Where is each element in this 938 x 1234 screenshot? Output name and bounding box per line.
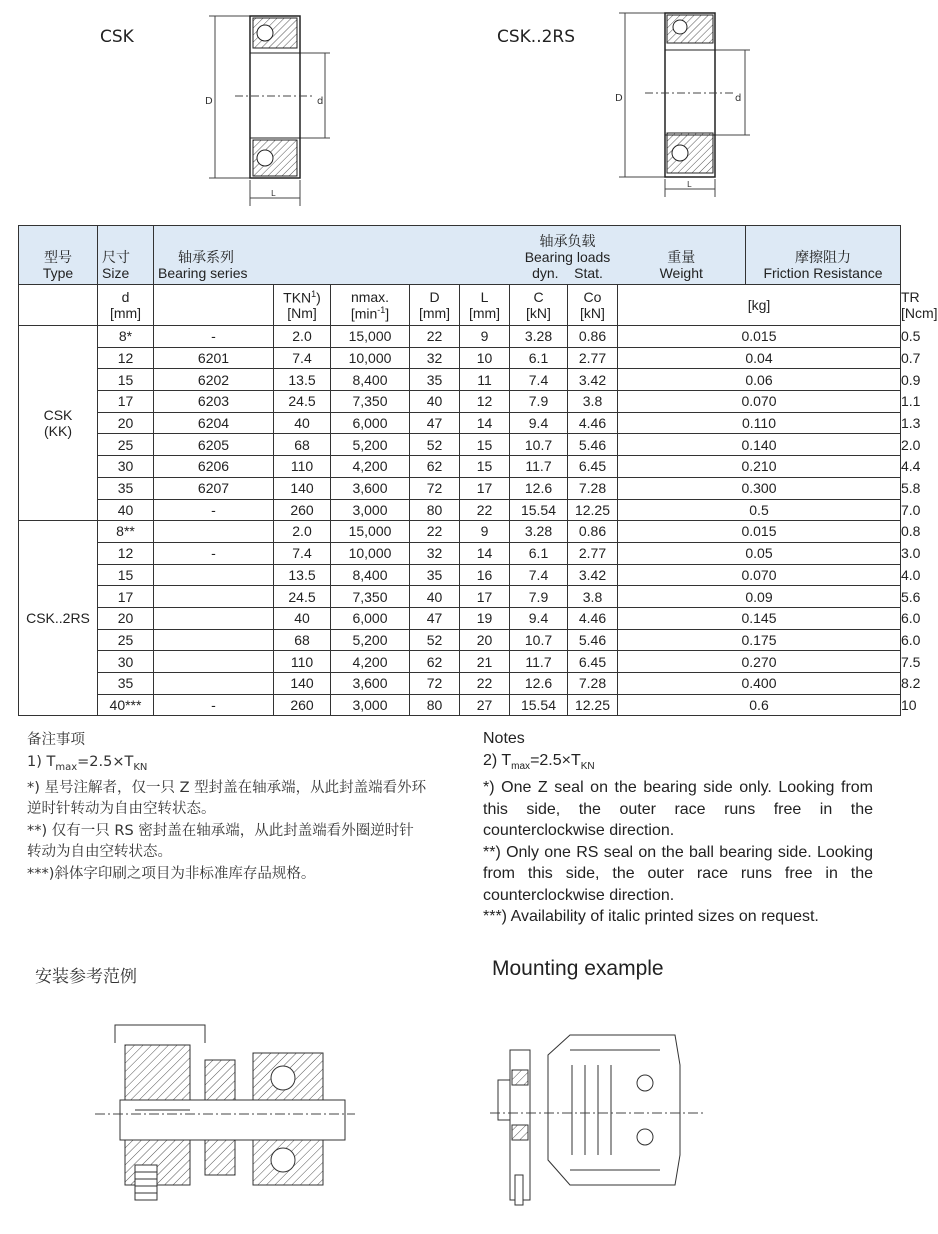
unit-kg: [kg] <box>618 285 901 326</box>
table-row: 20 6204 40 6,000 47 14 9.4 4.46 0.110 1.3 <box>19 412 901 434</box>
type-group-cell: CSK (KK) <box>19 326 98 521</box>
table-cell: 22 <box>410 326 460 348</box>
table-cell: - <box>154 542 274 564</box>
table-cell: 4.46 <box>568 412 618 434</box>
table-cell: 9.4 <box>510 607 568 629</box>
table-cell: 52 <box>410 629 460 651</box>
table-cell: 25 <box>98 629 154 651</box>
table-cell: - <box>154 499 274 521</box>
table-cell: 5.46 <box>568 434 618 456</box>
table-cell: 8* <box>98 326 154 348</box>
table-cell: 22 <box>410 521 460 543</box>
table-cell: 0.175 <box>618 629 901 651</box>
table-cell: 7.4 <box>274 347 331 369</box>
table-cell: 0.09 <box>618 586 901 608</box>
table-row: CSK (KK) 8* - 2.0 15,000 22 9 3.28 0.86 0.015 0.5 <box>19 326 901 348</box>
table-cell: 7.9 <box>510 586 568 608</box>
table-cell: 2.0 <box>274 326 331 348</box>
table-cell: 15 <box>460 456 510 478</box>
table-cell: 4,200 <box>331 651 410 673</box>
table-cell: 40 <box>410 391 460 413</box>
unit-L: L [mm] <box>460 285 510 326</box>
mounting-drawing-left <box>95 1025 365 1210</box>
table-row: 30 6206 110 4,200 62 15 11.7 6.45 0.210 4.4 <box>19 456 901 478</box>
csk2rs-title: CSK..2RS <box>497 27 576 47</box>
table-cell: 0.86 <box>568 326 618 348</box>
table-row: 25 68 5,200 52 20 10.7 5.46 0.175 6.0 <box>19 629 901 651</box>
table-row: 17 24.5 7,350 40 17 7.9 3.8 0.09 5.6 <box>19 586 901 608</box>
table-cell: 80 <box>410 499 460 521</box>
csk2rs-bearing-drawing <box>605 5 755 200</box>
table-cell: 0.210 <box>618 456 901 478</box>
table-cell: 0.140 <box>618 434 901 456</box>
table-cell: 0.06 <box>618 369 901 391</box>
table-cell: 13.5 <box>274 369 331 391</box>
notes-en-4: ***) Availability of italic printed sizes on request. <box>483 908 819 926</box>
mounting-drawing-right <box>490 1025 710 1210</box>
mounting-title-cn: 安装参考范例 <box>35 967 137 987</box>
table-row: 40*** - 260 3,000 80 27 15.54 12.25 0.6 10 <box>19 694 901 716</box>
unit-tkn: TKN$^1$) [Nm] <box>274 285 331 326</box>
notes-cn-3: **) 仅有一只 RS 密封盖在轴承端，从此封盖端看外圈逆时针转动为自由空转状态。 <box>27 822 414 861</box>
table-cell: 12.6 <box>510 477 568 499</box>
table-cell: 6.1 <box>510 542 568 564</box>
table-cell: 0.110 <box>618 412 901 434</box>
table-cell: 32 <box>410 347 460 369</box>
table-cell: 17 <box>460 586 510 608</box>
table-cell <box>154 564 274 586</box>
table-cell: 21 <box>460 651 510 673</box>
table-cell <box>154 521 274 543</box>
table-cell: 5.46 <box>568 629 618 651</box>
table-cell: 6.45 <box>568 651 618 673</box>
table-cell: 0.015 <box>618 521 901 543</box>
table-cell: 25 <box>98 434 154 456</box>
table-row: 15 13.5 8,400 35 16 7.4 3.42 0.070 4.0 <box>19 564 901 586</box>
table-cell: 15.54 <box>510 694 568 716</box>
notes-english <box>483 728 873 928</box>
table-cell: 10,000 <box>331 347 410 369</box>
table-cell: 15 <box>98 369 154 391</box>
table-cell: 2.77 <box>568 542 618 564</box>
table-cell: 6.45 <box>568 456 618 478</box>
table-cell: 24.5 <box>274 586 331 608</box>
table-cell: 6201 <box>154 347 274 369</box>
col-friction-header: 摩擦阻力 Friction Resistance <box>746 226 901 285</box>
table-cell: 3,600 <box>331 477 410 499</box>
table-cell: 14 <box>460 412 510 434</box>
table-cell: 20 <box>460 629 510 651</box>
col-series-header: 轴承系列 Bearing series <box>154 226 274 285</box>
table-cell: 40 <box>98 499 154 521</box>
table-cell: - <box>154 694 274 716</box>
table-cell <box>154 629 274 651</box>
table-cell: 0.05 <box>618 542 901 564</box>
table-cell: 5,200 <box>331 434 410 456</box>
table-cell: 9.4 <box>510 412 568 434</box>
notes-en-1: 2) $T_{max}=2.5\times T_{KN}$ <box>483 751 595 772</box>
col-size-header: 尺寸 Size <box>98 226 154 285</box>
table-row: 30 110 4,200 62 21 11.7 6.45 0.270 7.5 <box>19 651 901 673</box>
table-cell: 3.42 <box>568 564 618 586</box>
table-cell: 15 <box>98 564 154 586</box>
notes-en-heading: Notes <box>483 730 525 747</box>
table-cell: 140 <box>274 477 331 499</box>
table-row: 25 6205 68 5,200 52 15 10.7 5.46 0.140 2.0 <box>19 434 901 456</box>
notes-en-2: *) One Z seal on the bearing side only. Looking from this side, the outer race runs free in the counterclockwise direction. <box>483 779 873 840</box>
table-cell: 0.400 <box>618 673 901 695</box>
table-cell: 52 <box>410 434 460 456</box>
table-row: 35 140 3,600 72 22 12.6 7.28 0.400 8.2 <box>19 673 901 695</box>
table-cell: 10 <box>460 347 510 369</box>
table-cell: 15,000 <box>331 326 410 348</box>
table-cell: 12.6 <box>510 673 568 695</box>
table-cell: 0.270 <box>618 651 901 673</box>
dim-d-label-2rs: d <box>735 93 742 104</box>
table-cell: 35 <box>410 369 460 391</box>
table-row: 40 - 260 3,000 80 22 15.54 12.25 0.5 7.0 <box>19 499 901 521</box>
table-cell: 0.86 <box>568 521 618 543</box>
table-cell: 35 <box>98 477 154 499</box>
table-cell: 11.7 <box>510 651 568 673</box>
table-cell: 35 <box>410 564 460 586</box>
col-weight-header: 重量 Weight <box>618 226 746 285</box>
unit-nmax: nmax. $[\min^{-1}]$ <box>331 285 410 326</box>
unit-Co: Co [kN] <box>568 285 618 326</box>
dim-D-label: D <box>205 96 213 107</box>
type-group-cell: CSK..2RS <box>19 521 98 716</box>
table-cell: 30 <box>98 651 154 673</box>
table-cell: 10.7 <box>510 629 568 651</box>
table-cell: 9 <box>460 521 510 543</box>
table-cell: 12 <box>98 542 154 564</box>
table-row: 12 - 7.4 10,000 32 14 6.1 2.77 0.05 3.0 <box>19 542 901 564</box>
notes-cn-1: 1) $T_{max}=2.5\times T_{KN}$ <box>27 753 148 773</box>
table-cell: 62 <box>410 456 460 478</box>
unit-D: D [mm] <box>410 285 460 326</box>
table-row: 17 6203 24.5 7,350 40 12 7.9 3.8 0.070 1.1 <box>19 391 901 413</box>
table-cell: 32 <box>410 542 460 564</box>
table-cell: 7.4 <box>510 564 568 586</box>
table-cell: 4,200 <box>331 456 410 478</box>
col-loads-header: 轴承负载 Bearing loads dyn. Stat. <box>274 226 568 285</box>
table-cell: 16 <box>460 564 510 586</box>
table-cell: 7.9 <box>510 391 568 413</box>
table-cell: 2.77 <box>568 347 618 369</box>
table-cell: 8,400 <box>331 564 410 586</box>
table-cell: 6205 <box>154 434 274 456</box>
table-cell: 0.04 <box>618 347 901 369</box>
table-cell <box>154 586 274 608</box>
table-cell: 7.4 <box>510 369 568 391</box>
table-cell: 11.7 <box>510 456 568 478</box>
table-cell: 12.25 <box>568 499 618 521</box>
table-cell: 7,350 <box>331 391 410 413</box>
table-cell: 110 <box>274 651 331 673</box>
table-cell: 40*** <box>98 694 154 716</box>
table-cell: 14 <box>460 542 510 564</box>
table-cell: 62 <box>410 651 460 673</box>
table-cell: 0.300 <box>618 477 901 499</box>
table-cell: 0.145 <box>618 607 901 629</box>
table-cell: 260 <box>274 694 331 716</box>
table-cell: 30 <box>98 456 154 478</box>
col-type-header: 型号 Type <box>19 226 98 285</box>
table-row: 15 6202 13.5 8,400 35 11 7.4 3.42 0.06 0.9 <box>19 369 901 391</box>
table-cell: 7.4 <box>274 542 331 564</box>
table-cell: 6202 <box>154 369 274 391</box>
table-cell: 9 <box>460 326 510 348</box>
csk-bearing-drawing <box>195 8 345 208</box>
table-cell: 3.42 <box>568 369 618 391</box>
table-cell: 0.5 <box>618 499 901 521</box>
table-row: 35 6207 140 3,600 72 17 12.6 7.28 0.300 5.8 <box>19 477 901 499</box>
table-cell: 47 <box>410 607 460 629</box>
table-cell: 13.5 <box>274 564 331 586</box>
table-cell: 68 <box>274 434 331 456</box>
table-cell: 22 <box>460 499 510 521</box>
table-cell: 140 <box>274 673 331 695</box>
table-cell: 8,400 <box>331 369 410 391</box>
unit-C: C [kN] <box>510 285 568 326</box>
notes-cn-heading: 备注事项 <box>27 732 85 748</box>
table-cell <box>154 673 274 695</box>
table-cell: 40 <box>274 607 331 629</box>
table-cell: 3,000 <box>331 694 410 716</box>
table-cell: 12 <box>98 347 154 369</box>
table-cell: 7.28 <box>568 673 618 695</box>
table-cell: 68 <box>274 629 331 651</box>
table-cell: 72 <box>410 477 460 499</box>
table-cell: 0.070 <box>618 564 901 586</box>
table-cell: 260 <box>274 499 331 521</box>
table-cell: 6206 <box>154 456 274 478</box>
table-cell: 110 <box>274 456 331 478</box>
notes-cn-2: *) 星号注解者，仅一只 Z 型封盖在轴承端，从此封盖端看外环逆时针转动为自由空转状态。 <box>27 779 427 818</box>
table-cell: 7.28 <box>568 477 618 499</box>
table-cell: 6,000 <box>331 607 410 629</box>
table-cell: 10,000 <box>331 542 410 564</box>
notes-cn-4: ***)斜体字印刷之项目为非标准库存品规格。 <box>27 865 316 882</box>
table-cell: 17 <box>98 586 154 608</box>
table-row: CSK..2RS 8** 2.0 15,000 22 9 3.28 0.86 0.015 0.8 <box>19 521 901 543</box>
table-cell: 0.015 <box>618 326 901 348</box>
table-cell: 6,000 <box>331 412 410 434</box>
table-cell: 6204 <box>154 412 274 434</box>
table-cell: 17 <box>98 391 154 413</box>
notes-chinese <box>27 730 427 885</box>
table-cell: 35 <box>98 673 154 695</box>
table-cell: 20 <box>98 412 154 434</box>
table-cell: 80 <box>410 694 460 716</box>
table-cell: - <box>154 326 274 348</box>
csk-title: CSK <box>100 27 134 47</box>
table-row: 20 40 6,000 47 19 9.4 4.46 0.145 6.0 <box>19 607 901 629</box>
dim-D-label-2rs: D <box>615 93 623 104</box>
table-cell: 15,000 <box>331 521 410 543</box>
table-cell: 3.8 <box>568 586 618 608</box>
table-cell: 12 <box>460 391 510 413</box>
table-cell: 6.1 <box>510 347 568 369</box>
table-cell: 5,200 <box>331 629 410 651</box>
table-cell: 72 <box>410 673 460 695</box>
table-cell: 24.5 <box>274 391 331 413</box>
unit-d: d [mm] <box>98 285 154 326</box>
table-cell: 3.28 <box>510 521 568 543</box>
table-cell <box>154 607 274 629</box>
table-cell: 15.54 <box>510 499 568 521</box>
dim-d-label: d <box>317 96 324 107</box>
table-cell: 0.6 <box>618 694 901 716</box>
table-cell: 2.0 <box>274 521 331 543</box>
table-cell: 10.7 <box>510 434 568 456</box>
table-cell: 0.070 <box>618 391 901 413</box>
table-cell <box>154 651 274 673</box>
table-cell: 11 <box>460 369 510 391</box>
spec-table: 型号 Type 尺寸 Size 轴承系列 Bearing series 轴承负载 Bearing loads dyn. Stat. 重量 Weight 摩擦阻力 Friction Resistance d [mm] TKN$^1$) [Nm] nmax. $[\min^{-1}]$ D [mm] L [mm] C [kN] Co [kN] [kg] TR [Ncm] CSK (KK) 8* - 2.0 15,000 22 9 3.28 0.86 0.015 0.5 12 6201 7.4 10,000 32 10 6.1 2.77 0.04 0.7 15 6202 13.5 8,400 35 11 7.4 3.42 0.06 0.9 17 6203 24.5 7,350 40 12 7.9 3.8 0.070 1.1 20 6204 40 6,000 47 14 9.4 4.46 0.110 1.3 25 6205 68 5,200 52 15 10.7 5.46 0.140 2.0 30 6206 110 4,200 62 15 11.7 6.45 0.210 4.4 35 6207 140 3,600 72 17 12.6 7.28 0.300 5.8 40 - 260 3,000 80 22 15.54 12.25 0.5 7.0 CSK..2RS 8** 2.0 15,000 22 9 3.28 0.86 0.015 0.8 12 - 7.4 10,000 32 14 6.1 2.77 0.05 3.0 15 13.5 8,400 35 16 7.4 3.42 0.070 4.0 17 24.5 7,350 40 17 7.9 3.8 0.09 5.6 20 40 6,000 47 19 9.4 4.46 0.145 6.0 25 68 5,200 52 20 10.7 5.46 0.175 6.0 30 110 4,200 62 21 11.7 6.45 0.270 7.5 35 140 3,600 72 22 12.6 7.28 0.400 8.2 40*** - 260 3,000 80 27 15.54 12.25 0.6 10 <box>18 225 901 716</box>
table-cell: 22 <box>460 673 510 695</box>
table-cell: 3.28 <box>510 326 568 348</box>
table-cell: 47 <box>410 412 460 434</box>
table-cell: 19 <box>460 607 510 629</box>
mounting-title-en: Mounting example <box>492 957 664 980</box>
notes-en-3: **) Only one RS seal on the ball bearing side. Looking from this side, the outer race runs free in the counterclockwise direction. <box>483 843 873 904</box>
dim-L-label: L <box>271 189 276 198</box>
table-cell: 12.25 <box>568 694 618 716</box>
table-cell: 8** <box>98 521 154 543</box>
dim-L-label-2rs: L <box>687 180 692 189</box>
table-cell: 20 <box>98 607 154 629</box>
table-row: 12 6201 7.4 10,000 32 10 6.1 2.77 0.04 0.7 <box>19 347 901 369</box>
table-cell: 27 <box>460 694 510 716</box>
table-cell: 6203 <box>154 391 274 413</box>
table-cell: 4.46 <box>568 607 618 629</box>
table-cell: 40 <box>274 412 331 434</box>
table-cell: 3.8 <box>568 391 618 413</box>
table-cell: 40 <box>410 586 460 608</box>
table-cell: 3,000 <box>331 499 410 521</box>
table-cell: 7,350 <box>331 586 410 608</box>
table-cell: 6207 <box>154 477 274 499</box>
table-cell: 3,600 <box>331 673 410 695</box>
table-cell: 15 <box>460 434 510 456</box>
table-cell: 17 <box>460 477 510 499</box>
